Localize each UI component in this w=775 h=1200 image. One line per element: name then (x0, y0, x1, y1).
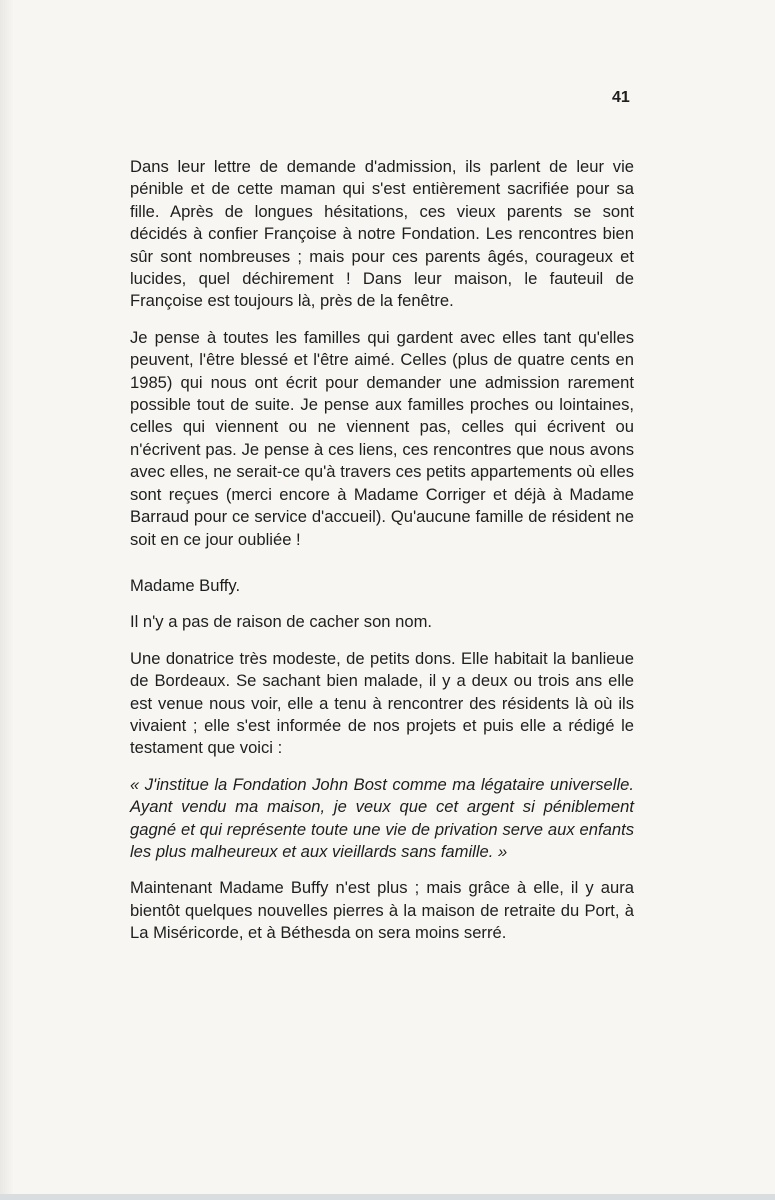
paragraph-name: Il n'y a pas de raison de cacher son nom. (130, 612, 433, 632)
paragraph-francoise: Dans leur lettre de demande d'admission, ils parlent de leur vie pénible et de cette maman qui s'est entièrement sacrifiée pour sa fille. Après de longues hésitations, ces vieux parents se sont décidés à confier Françoise à notre Fondation. Les rencontres bien sûr sont nombreuses ; mais pour ces parents âgés, courageux et lucides, quel déchirement ! Dans leur maison, le fauteuil de Françoise est toujours là, près de la fenêtre. (130, 157, 634, 311)
page-bottom-edge (0, 1194, 775, 1200)
paragraph-donatrice: Une donatrice très modeste, de petits dons. Elle habitait la banlieue de Bordeaux. Se sachant bien malade, il y a deux ou trois ans elle est venue nous voir, elle a tenu à rencontrer des résidents là où ils vivaient ; elle s'est informée de nos projets et puis elle a rédigé le testament que voici : (130, 648, 634, 758)
paragraph-families: Je pense à toutes les familles qui gardent avec elles tant qu'elles peuvent, l'être blessé et l'être aimé. Celles (plus de quatre cents en 1985) qui nous ont écrit pour demander une admission rarement possible tout de suite. Je pense aux familles proches ou lointaines, celles qui viennent ou ne viennent pas, celles qui écrivent ou n'écrivent pas. Je pense à ces liens, ces rencontres que nous avons avec elles, ne serait-ce qu'à travers ces petits appartements où elles sont reçues (merci encore à Madame Corriger et déjà à Madame Barraud pour ce service d'accueil). Qu'aucune famille de résident ne soit en ce jour oubliée ! (130, 327, 634, 549)
paragraph-conclusion: Maintenant Madame Buffy n'est plus ; mais grâce à elle, il y aura bientôt quelques nouvelles pierres à la maison de retraite du Port, à La Miséricorde, et à Béthesda on sera moins serré. (130, 878, 634, 943)
paragraph-testament-quote: « J'institue la Fondation John Bost comme ma légataire universelle. Ayant vendu ma maison, je veux que cet argent si péniblement gagné et qui représente toute une vie de privation serve aux enfants les plus malheureux et aux vieillards sans famille. » (130, 774, 634, 861)
page-binding-edge (0, 0, 14, 1200)
body-text (130, 156, 634, 959)
page-number: 41 (612, 89, 630, 106)
paragraph-madame-buffy: Madame Buffy. (130, 575, 241, 595)
